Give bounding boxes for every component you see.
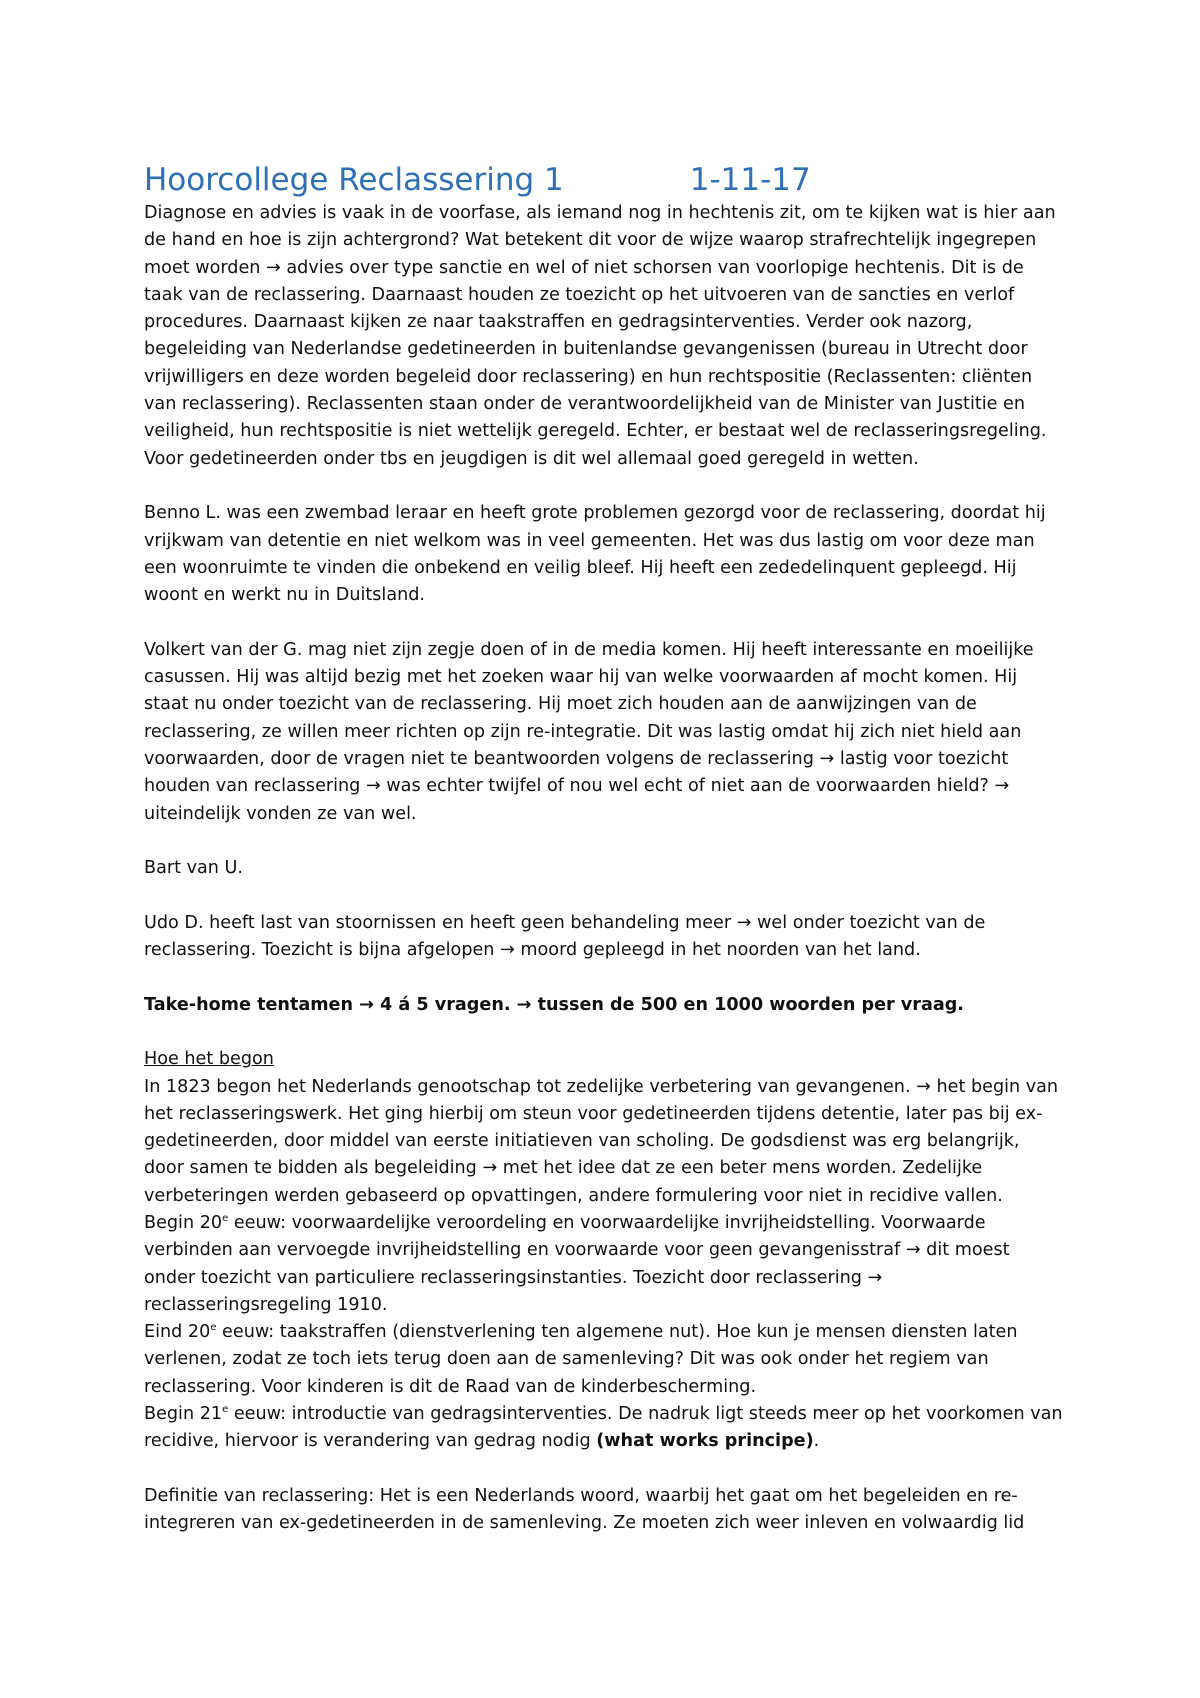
arrow-icon: → bbox=[359, 994, 374, 1015]
paragraph-history-1823: In 1823 begon het Nederlands genootschap tot zedelijke verbetering van gevangenen. → het begin van het reclasseringswerk. Het ging hierbij om steun voor gedetineerden tijdens detentie, later pas bij ex-gedetineerden, door middel van eerste initiatieven van scholing. De godsdienst was erg belangrijk, door samen te bidden als begeleiding → met het idee dat ze een beter mens worden. Zedelijke verbeteringen werden gebaseerd op opvattingen, andere formulering voor niet in recidive vallen. bbox=[144, 1076, 1059, 1206]
paragraph-take-home-exam: Take-home tentamen → 4 á 5 vragen. → tussen de 500 en 1000 woorden per vraag. bbox=[144, 994, 964, 1015]
arrow-icon: → bbox=[867, 1267, 883, 1288]
title-date: 1-11-17 bbox=[689, 162, 811, 198]
paragraph-history-begin-20th: Begin 20e eeuw: voorwaardelijke veroordeling en voorwaardelijke invrijheidstelling. Voorwaarde verbinden aan vervoegde invrijheidstelling en voorwaarde voor geen gevangenisstraf → dit moest onder toezicht van particuliere reclasseringsinstanties. Toezicht door reclassering → reclasseringsregeling 1910. bbox=[144, 1212, 1010, 1315]
paragraph-bart: Bart van U. bbox=[144, 858, 243, 879]
arrow-icon: → bbox=[365, 776, 381, 797]
arrow-icon: → bbox=[994, 776, 1010, 797]
paragraph-diagnose-advies: Diagnose en advies is vaak in de voorfase, als iemand nog in hechtenis zit, om te kijken wat is hier aan de hand en hoe is zijn achtergrond? Wat betekent dit voor de wijze waarop strafrechtelijk ingegrepen moet worden → advies over type sanctie en wel of niet schorsen van voorlopige hechtenis. Dit is de taak van de reclassering. Daarnaast houden ze toezicht op het uitvoeren van de sancties en verlof procedures. Daarnaast kijken ze naar taakstraffen en gedragsinterventies. Verder ook nazorg, begeleiding van Nederlandse gedetineerden in buitenlandse gevangenissen (bureau in Utrecht door vrijwilligers en deze worden begeleid door reclassering) en hun rechtspositie (Reclassenten: cliënten van reclassering). Reclassenten staan onder de verantwoordelijkheid van de Minister van Justitie en veiligheid, hun rechtspositie is niet wettelijk geregeld. Echter, er bestaat wel de reclasseringsregeling. Voor gedetineerden onder tbs en jeugdigen is dit wel allemaal goed geregeld in wetten. bbox=[144, 203, 1056, 469]
arrow-icon: → bbox=[516, 994, 532, 1015]
paragraph-history-end-20th: Eind 20e eeuw: taakstraffen (dienstverlening ten algemene nut). Hoe kun je mensen diensten laten verlenen, zodat ze toch iets terug doen aan de samenleving? Dit was ook onder het regiem van reclassering. Voor kinderen is dit de Raad van de kinderbescherming. bbox=[144, 1322, 1018, 1397]
paragraph-udo: Udo D. heeft last van stoornissen en heeft geen behandeling meer → wel onder toezicht van de reclassering. Toezicht is bijna afgelopen → moord gepleegd in het noorden van het land. bbox=[144, 912, 986, 961]
arrow-icon: → bbox=[916, 1076, 931, 1097]
arrow-icon: → bbox=[905, 1240, 921, 1261]
arrow-icon: → bbox=[482, 1158, 498, 1179]
arrow-icon: → bbox=[266, 257, 281, 278]
arrow-icon: → bbox=[819, 748, 835, 769]
title-text: Hoorcollege Reclassering 1 bbox=[144, 162, 564, 198]
paragraph-history-begin-21st: Begin 21e eeuw: introductie van gedragsinterventies. De nadruk ligt steeds meer op het voorkomen van recidive, hiervoor is verandering van gedrag nodig (what works principe). bbox=[144, 1404, 1063, 1452]
page-title bbox=[144, 162, 1064, 198]
section-heading-history: Hoe het begon bbox=[144, 1049, 274, 1070]
document-body bbox=[144, 162, 1064, 1538]
paragraph-benno: Benno L. was een zwembad leraar en heeft grote problemen gezorgd voor de reclassering, doordat hij vrijkwam van detentie en niet welkom was in veel gemeenten. Het was dus lastig om voor deze man een woonruimte te vinden die onbekend en veilig bleef. Hij heeft een zededelinquent gepleegd. Hij woont en werkt nu in Duitsland. bbox=[144, 503, 1046, 606]
paragraph-volkert: Volkert van der G. mag niet zijn zegje doen of in de media komen. Hij heeft interessante en moeilijke casussen. Hij was altijd bezig met het zoeken waar hij van welke voorwaarden af mocht komen. Hij staat nu onder toezicht van de reclassering. Hij moet zich houden aan de aanwijzingen van de reclassering, ze willen meer richten op zijn re-integratie. Dit was lastig omdat hij zich niet hield aan voorwaarden, door de vragen niet te beantwoorden volgens de reclassering → lastig voor toezicht houden van reclassering → was echter twijfel of nou wel echt of niet aan de voorwaarden hield? → uiteindelijk vonden ze van wel. bbox=[144, 639, 1034, 824]
arrow-icon: → bbox=[736, 912, 752, 933]
arrow-icon: → bbox=[500, 940, 515, 961]
paragraph-definition: Definitie van reclassering: Het is een Nederlands woord, waarbij het gaat om het begeleiden en re-integreren van ex-gedetineerden in de samenleving. Ze moeten zich weer inleven en volwaardig lid bbox=[144, 1485, 1025, 1534]
